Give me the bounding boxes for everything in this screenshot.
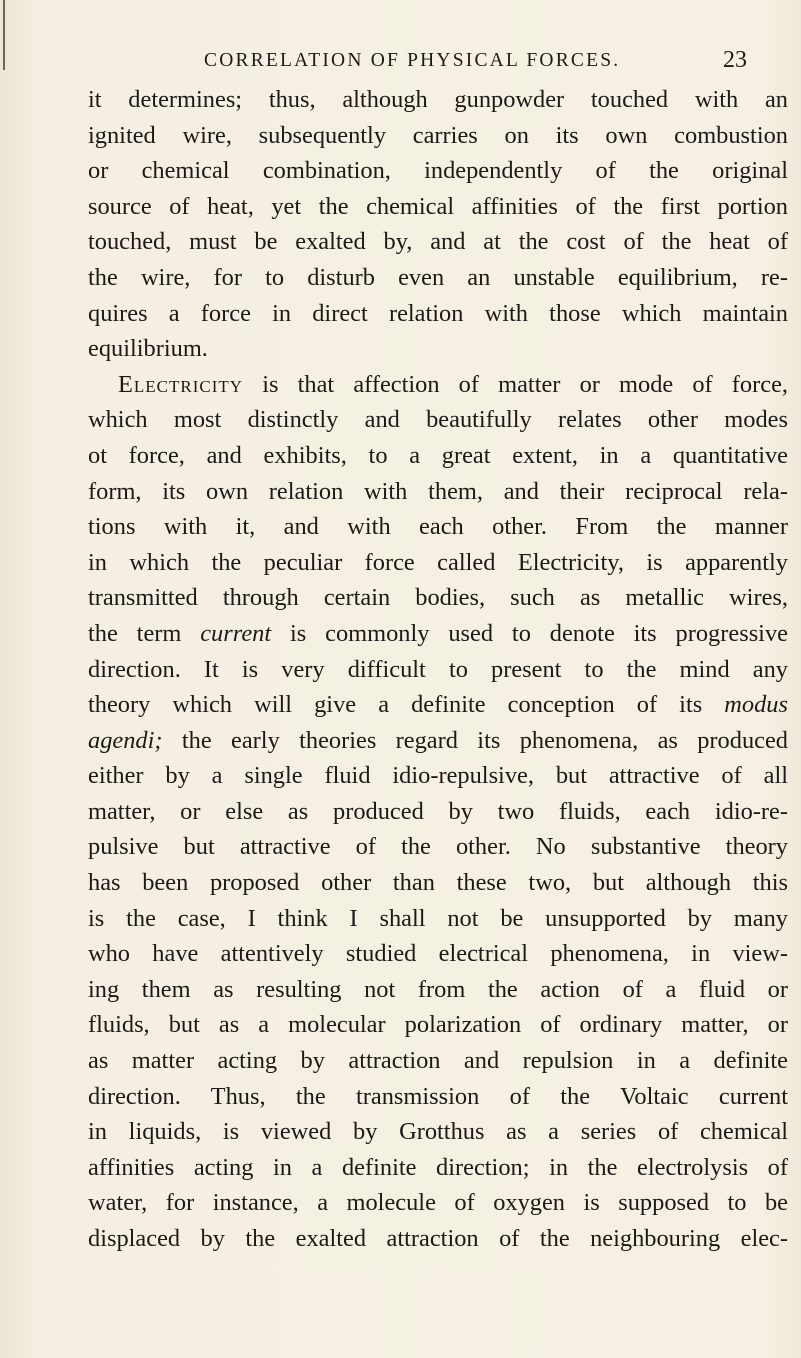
text-line: form, its own relation with them, and their reciprocal rela- <box>88 477 788 505</box>
text-line: ot force, and exhibits, to a great extent, in a quantitative <box>88 441 788 469</box>
text-line: is the case, I think I shall not be unsupported by many <box>88 904 788 932</box>
text-line: water, for instance, a molecule of oxygen is supposed to be <box>88 1189 788 1217</box>
text-line: fluids, but as a molecular polarization of ordinary matter, or <box>88 1011 788 1039</box>
running-title: CORRELATION OF PHYSICAL FORCES. <box>204 50 621 71</box>
text-line: direction. It is very difficult to present to the mind any <box>88 655 788 683</box>
text-line: transmitted through certain bodies, such as metallic wires, <box>88 584 788 612</box>
text-line: quires a force in direct relation with those which maintain <box>88 299 788 327</box>
text-line: source of heat, yet the chemical affinities of the first portion <box>88 192 788 220</box>
text-line <box>88 687 788 723</box>
text-span: is commonly used to denote its progressive <box>271 619 788 647</box>
text-line: or chemical combination, independently of the original <box>88 157 788 185</box>
text-line: as matter acting by attraction and repulsion in a definite <box>88 1047 788 1075</box>
text-line: pulsive but attractive of the other. No substantive theory <box>88 833 788 861</box>
text-line: it determines; thus, although gunpowder touched with an <box>88 86 788 113</box>
body-text <box>88 82 788 1257</box>
text-line: has been proposed other than these two, but although this <box>88 869 788 897</box>
text-line: affinities acting in a definite direction; in the electrolysis of <box>88 1153 788 1181</box>
text-line: which most distinctly and beautifully relates other modes <box>88 406 788 434</box>
defined-term: Electricity <box>118 370 244 398</box>
text-span: is that affection of matter or mode of force, <box>243 370 788 398</box>
text-line: equilibrium. <box>88 335 208 363</box>
italic-term: agendi; <box>88 726 163 754</box>
text-line: who have attentively studied electrical phenomena, in view- <box>88 940 788 968</box>
text-span: the early theories regard its phenomena, as produced <box>162 726 788 754</box>
text-line: ignited wire, subsequently carries on its own combustion <box>88 121 788 149</box>
text-line: either by a single fluid idio-repulsive, but attractive of all <box>88 762 788 790</box>
paragraph-first-line <box>88 367 788 403</box>
text-line: in liquids, is viewed by Grotthus as a series of chemical <box>88 1118 788 1146</box>
italic-term: current <box>200 619 272 647</box>
text-line <box>88 616 788 652</box>
italic-term: modus <box>724 691 788 719</box>
text-line: tions with it, and with each other. From the manner <box>88 513 788 541</box>
text-line: ing them as resulting not from the action of a fluid or <box>88 975 788 1003</box>
text-line: touched, must be exalted by, and at the cost of the heat of <box>88 228 788 256</box>
text-line: displaced by the exalted attraction of the neighbouring elec- <box>88 1225 788 1252</box>
text-line: matter, or else as produced by two fluids, each idio-re- <box>88 797 788 825</box>
page-edge-line <box>3 0 5 70</box>
text-line: direction. Thus, the transmission of the Voltaic current <box>88 1082 788 1110</box>
text-line <box>88 723 788 759</box>
text-line: in which the peculiar force called Electricity, is apparently <box>88 548 788 576</box>
text-span: the term <box>88 619 201 647</box>
text-line: the wire, for to disturb even an unstable equilibrium, re- <box>88 263 788 291</box>
text-span: theory which will give a definite conception of its <box>88 691 725 719</box>
page-number: 23 <box>723 47 747 73</box>
